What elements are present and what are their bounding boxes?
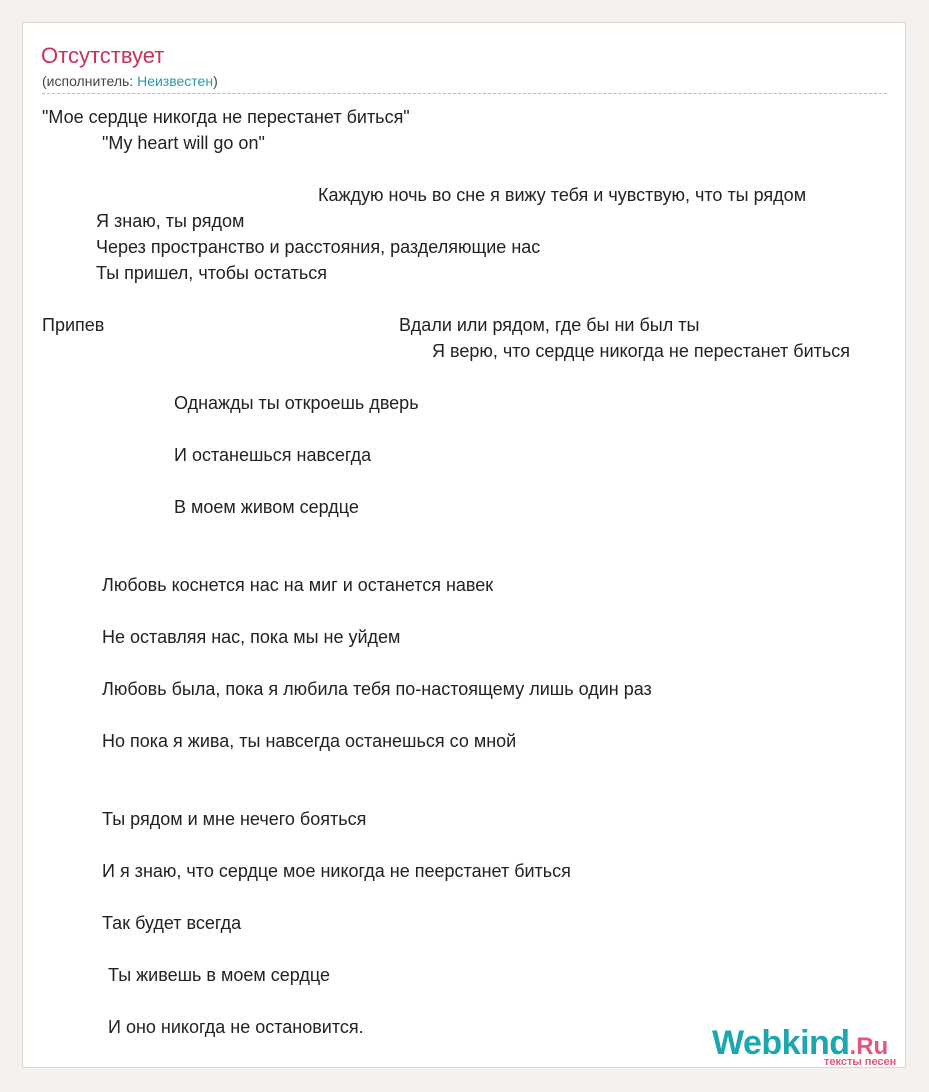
lyric-line: Я верю, что сердце никогда не перестанет биться (432, 341, 851, 361)
lyric-line: Ты живешь в моем сердце (108, 965, 330, 985)
lyric-line: Каждую ночь во сне я вижу тебя и чувствую, что ты рядом (318, 185, 807, 205)
lyric-line: "Мое сердце никогда не перестанет биться" (42, 107, 410, 127)
lyric-line: Не оставляя нас, пока мы не уйдем (102, 627, 401, 647)
lyric-line: И я знаю, что сердце мое никогда не пеерстанет биться (102, 861, 571, 881)
lyric-line: Однажды ты откроешь дверь (174, 393, 419, 413)
header-divider (42, 93, 887, 94)
lyric-line: Ты пришел, чтобы остаться (96, 263, 328, 283)
artist-link[interactable]: Неизвестен (137, 73, 214, 89)
lyric-line: И оно никогда не остановится. (108, 1017, 364, 1037)
artist-meta (42, 73, 218, 89)
lyric-line: В моем живом сердце (174, 497, 359, 517)
logo-tld: .Ru (849, 1033, 889, 1060)
song-title: Отсутствует (41, 43, 165, 68)
site-logo[interactable] (712, 1024, 897, 1068)
lyric-line: Вдали или рядом, где бы ни был ты (399, 315, 700, 335)
lyric-line: Ты рядом и мне нечего бояться (102, 809, 367, 829)
artist-meta-suffix: ) (213, 73, 218, 89)
artist-meta-prefix: (исполнитель: (42, 73, 138, 89)
lyric-line: И останешься навсегда (174, 445, 372, 465)
logo-name: Webkind (712, 1024, 850, 1062)
lyric-line: Но пока я жива, ты навсегда останешься со мной (102, 731, 517, 751)
lyric-line: Через пространство и расстояния, разделяющие нас (96, 237, 541, 257)
lyric-line: Любовь коснется нас на миг и останется навек (102, 575, 494, 595)
lyric-line: Я знаю, ты рядом (96, 211, 245, 231)
lyric-line: "My heart will go on" (102, 133, 265, 153)
lyric-line: Любовь была, пока я любила тебя по-настоящему лишь один раз (102, 679, 652, 699)
chorus-label: Припев (42, 315, 105, 335)
logo-tagline: тексты песен (824, 1056, 897, 1068)
lyric-line: Так будет всегда (102, 913, 242, 933)
